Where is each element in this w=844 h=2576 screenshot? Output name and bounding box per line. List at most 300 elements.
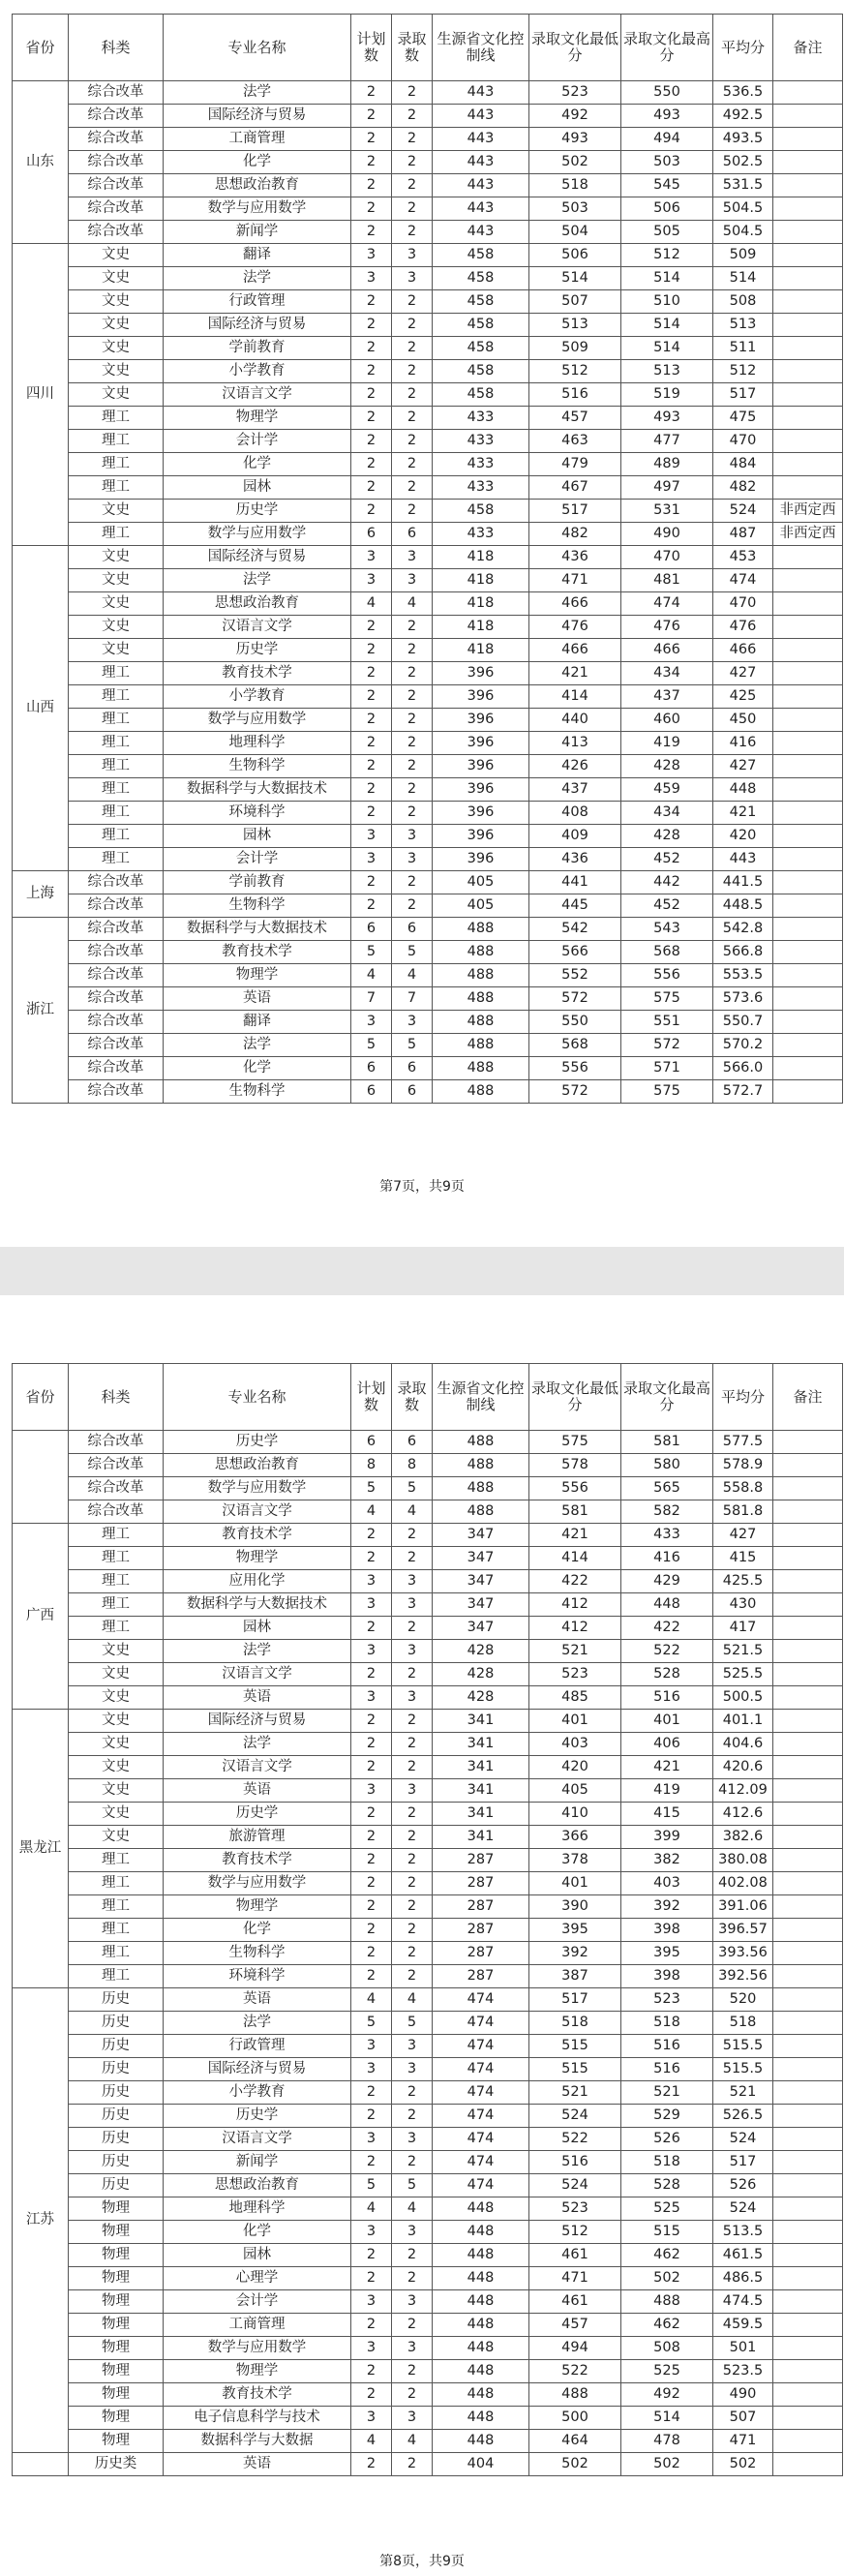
cell-major: 工商管理 [164,128,351,151]
cell-max-score: 434 [621,662,713,685]
cell-major: 教育技术学 [164,662,351,685]
cell-category: 综合改革 [69,894,164,918]
cell-plan: 2 [351,453,392,476]
cell-major: 汉语言文学 [164,1756,351,1779]
table-row [13,267,843,290]
cell-max-score: 582 [621,1500,713,1524]
cell-average: 466 [713,639,773,662]
cell-control-line: 341 [433,1826,529,1849]
cell-plan: 2 [351,755,392,778]
table-row [13,1547,843,1570]
cell-category: 文史 [69,314,164,337]
cell-min-score: 522 [529,2128,621,2151]
header-major: 专业名称 [164,1364,351,1431]
cell-plan: 2 [351,1524,392,1547]
cell-control-line: 488 [433,1500,529,1524]
cell-control-line: 347 [433,1617,529,1640]
cell-average: 523.5 [713,2360,773,2383]
cell-note [773,2360,843,2383]
table-row [13,1431,843,1454]
cell-admit: 2 [392,2151,433,2174]
table-row [13,1849,843,1872]
cell-admit: 3 [392,546,433,569]
cell-admit: 2 [392,476,433,500]
cell-note [773,2314,843,2337]
table-body [13,1431,843,2476]
cell-major: 法学 [164,267,351,290]
cell-admit: 2 [392,2244,433,2267]
cell-admit: 2 [392,709,433,732]
cell-plan: 2 [351,778,392,802]
cell-average: 558.8 [713,1477,773,1500]
cell-admit: 3 [392,2035,433,2058]
cell-min-score: 513 [529,314,621,337]
cell-max-score: 421 [621,1756,713,1779]
cell-control-line: 341 [433,1710,529,1733]
cell-max-score: 528 [621,1663,713,1686]
cell-category: 文史 [69,1756,164,1779]
table-row [13,894,843,918]
cell-min-score: 464 [529,2430,621,2453]
table-row [13,592,843,616]
cell-major: 数学与应用数学 [164,709,351,732]
cell-max-score: 477 [621,430,713,453]
cell-category: 文史 [69,1826,164,1849]
cell-control-line: 448 [433,2383,529,2407]
cell-major: 数学与应用数学 [164,2337,351,2360]
table-row [13,337,843,360]
table-row [13,1524,843,1547]
cell-control-line: 458 [433,314,529,337]
table-row [13,1919,843,1942]
page-8 [0,1295,844,2576]
cell-plan: 3 [351,1570,392,1593]
cell-max-score: 506 [621,197,713,221]
table-row [13,848,843,871]
cell-major: 物理学 [164,1895,351,1919]
cell-average: 443 [713,848,773,871]
cell-plan: 4 [351,2197,392,2221]
cell-plan: 2 [351,639,392,662]
cell-admit: 2 [392,1942,433,1965]
cell-admit: 4 [392,592,433,616]
cell-max-score: 448 [621,1593,713,1617]
cell-category: 物理 [69,2267,164,2290]
cell-average: 501 [713,2337,773,2360]
cell-control-line: 448 [433,2337,529,2360]
cell-control-line: 448 [433,2314,529,2337]
cell-admit: 3 [392,1779,433,1803]
table-row [13,1988,843,2012]
cell-province: 江苏 [13,1988,69,2453]
cell-category: 物理 [69,2197,164,2221]
cell-min-score: 440 [529,709,621,732]
cell-min-score: 542 [529,918,621,941]
cell-min-score: 515 [529,2035,621,2058]
cell-min-score: 403 [529,1733,621,1756]
cell-control-line: 474 [433,2128,529,2151]
cell-average: 512 [713,360,773,383]
header-admit: 录取数 [392,1364,433,1431]
cell-max-score: 395 [621,1942,713,1965]
cell-average: 450 [713,709,773,732]
cell-category: 综合改革 [69,918,164,941]
cell-note [773,685,843,709]
cell-control-line: 287 [433,1872,529,1895]
cell-note [773,244,843,267]
cell-min-score: 410 [529,1803,621,1826]
cell-average: 401.1 [713,1710,773,1733]
cell-min-score: 421 [529,662,621,685]
cell-max-score: 508 [621,2337,713,2360]
cell-note [773,871,843,894]
cell-note [773,2453,843,2476]
cell-admit: 3 [392,1011,433,1034]
cell-admit: 7 [392,987,433,1011]
cell-plan: 2 [351,709,392,732]
cell-note [773,1988,843,2012]
cell-min-score: 568 [529,1034,621,1057]
table-row [13,1965,843,1988]
cell-admit: 3 [392,244,433,267]
cell-max-score: 488 [621,2290,713,2314]
cell-control-line: 405 [433,871,529,894]
cell-min-score: 421 [529,1524,621,1547]
cell-category: 文史 [69,1640,164,1663]
cell-category: 理工 [69,1895,164,1919]
cell-category: 理工 [69,476,164,500]
cell-admit: 2 [392,1663,433,1686]
cell-admit: 2 [392,778,433,802]
cell-average: 470 [713,430,773,453]
cell-note [773,2128,843,2151]
cell-min-score: 390 [529,1895,621,1919]
cell-max-score: 474 [621,592,713,616]
cell-min-score: 512 [529,2221,621,2244]
cell-min-score: 479 [529,453,621,476]
cell-control-line: 488 [433,987,529,1011]
cell-control-line: 347 [433,1547,529,1570]
cell-major: 化学 [164,151,351,174]
cell-note [773,848,843,871]
cell-control-line: 458 [433,290,529,314]
cell-plan: 2 [351,2151,392,2174]
cell-note [773,1803,843,1826]
cell-control-line: 474 [433,1988,529,2012]
cell-plan: 2 [351,2267,392,2290]
cell-max-score: 514 [621,267,713,290]
cell-control-line: 474 [433,2012,529,2035]
cell-admit: 2 [392,616,433,639]
table-row [13,523,843,546]
cell-min-score: 461 [529,2290,621,2314]
cell-major: 国际经济与贸易 [164,546,351,569]
cell-control-line: 448 [433,2430,529,2453]
cell-note [773,1524,843,1547]
cell-plan: 3 [351,1686,392,1710]
cell-average: 514 [713,267,773,290]
cell-control-line: 443 [433,105,529,128]
table-row [13,755,843,778]
cell-admit: 2 [392,1849,433,1872]
cell-major: 小学教育 [164,2081,351,2105]
cell-average: 570.2 [713,1034,773,1057]
cell-note [773,314,843,337]
cell-major: 数据科学与大数据技术 [164,918,351,941]
cell-note [773,1849,843,1872]
cell-min-score: 457 [529,407,621,430]
cell-note [773,337,843,360]
cell-control-line: 347 [433,1524,529,1547]
cell-max-score: 556 [621,964,713,987]
cell-admit: 2 [392,894,433,918]
cell-category: 文史 [69,1663,164,1686]
cell-admit: 8 [392,1454,433,1477]
table-row [13,546,843,569]
table-row [13,1500,843,1524]
cell-control-line: 418 [433,616,529,639]
cell-plan: 6 [351,1080,392,1104]
cell-major: 数据科学与大数据 [164,2430,351,2453]
cell-plan: 2 [351,1803,392,1826]
cell-category: 文史 [69,616,164,639]
cell-plan: 2 [351,383,392,407]
cell-note [773,2430,843,2453]
cell-category: 理工 [69,1942,164,1965]
cell-average: 415 [713,1547,773,1570]
cell-note [773,1080,843,1104]
cell-control-line: 347 [433,1570,529,1593]
table-body [13,81,843,1104]
cell-major: 汉语言文学 [164,2128,351,2151]
cell-min-score: 366 [529,1826,621,1849]
cell-admit: 2 [392,755,433,778]
cell-plan: 2 [351,1756,392,1779]
cell-note [773,1034,843,1057]
cell-admit: 4 [392,964,433,987]
cell-admit: 2 [392,732,433,755]
cell-major: 国际经济与贸易 [164,314,351,337]
cell-max-score: 492 [621,2383,713,2407]
header-plan: 计划数 [351,15,392,81]
cell-admit: 2 [392,314,433,337]
cell-plan: 3 [351,1640,392,1663]
cell-category: 综合改革 [69,174,164,197]
cell-max-score: 502 [621,2453,713,2476]
cell-category: 文史 [69,500,164,523]
cell-min-score: 467 [529,476,621,500]
cell-max-score: 460 [621,709,713,732]
cell-average: 487 [713,523,773,546]
cell-average: 525.5 [713,1663,773,1686]
cell-admit: 2 [392,430,433,453]
cell-major: 生物科学 [164,1942,351,1965]
cell-major: 国际经济与贸易 [164,1710,351,1733]
cell-plan: 6 [351,523,392,546]
cell-max-score: 521 [621,2081,713,2105]
cell-major: 园林 [164,825,351,848]
cell-category: 物理 [69,2430,164,2453]
cell-category: 物理 [69,2221,164,2244]
cell-average: 502 [713,2453,773,2476]
cell-min-score: 502 [529,151,621,174]
cell-admit: 3 [392,2407,433,2430]
cell-max-score: 481 [621,569,713,592]
cell-note [773,616,843,639]
cell-category: 物理 [69,2383,164,2407]
cell-category: 综合改革 [69,1431,164,1454]
cell-max-score: 519 [621,383,713,407]
cell-note [773,2290,843,2314]
cell-admit: 5 [392,941,433,964]
cell-min-score: 516 [529,2151,621,2174]
cell-control-line: 443 [433,174,529,197]
cell-note [773,1965,843,1988]
cell-admit: 2 [392,2360,433,2383]
cell-category: 理工 [69,1849,164,1872]
cell-major: 小学教育 [164,360,351,383]
cell-note [773,825,843,848]
cell-average: 553.5 [713,964,773,987]
table-row [13,383,843,407]
cell-category: 文史 [69,244,164,267]
cell-category: 历史 [69,2058,164,2081]
cell-min-score: 493 [529,128,621,151]
cell-admit: 2 [392,221,433,244]
cell-plan: 2 [351,1710,392,1733]
table-row [13,2128,843,2151]
cell-province: 黑龙江 [13,1710,69,1988]
cell-category: 文史 [69,592,164,616]
cell-plan: 3 [351,2128,392,2151]
cell-category: 理工 [69,685,164,709]
cell-plan: 2 [351,662,392,685]
cell-max-score: 525 [621,2197,713,2221]
cell-average: 520 [713,1988,773,2012]
cell-plan: 3 [351,825,392,848]
cell-control-line: 396 [433,848,529,871]
cell-min-score: 572 [529,987,621,1011]
cell-category: 历史 [69,2105,164,2128]
cell-min-score: 466 [529,592,621,616]
cell-max-score: 490 [621,523,713,546]
cell-note [773,1872,843,1895]
cell-major: 行政管理 [164,2035,351,2058]
cell-average: 572.7 [713,1080,773,1104]
cell-control-line: 428 [433,1663,529,1686]
cell-major: 地理科学 [164,732,351,755]
cell-province: 浙江 [13,918,69,1104]
cell-min-score: 524 [529,2105,621,2128]
cell-average: 518 [713,2012,773,2035]
cell-control-line: 488 [433,1477,529,1500]
cell-max-score: 526 [621,2128,713,2151]
cell-average: 513 [713,314,773,337]
cell-admit: 3 [392,1686,433,1710]
cell-category: 理工 [69,407,164,430]
cell-category: 综合改革 [69,221,164,244]
cell-max-score: 516 [621,1686,713,1710]
cell-admit: 2 [392,1547,433,1570]
cell-major: 教育技术学 [164,1524,351,1547]
cell-major: 数据科学与大数据技术 [164,1593,351,1617]
table-row [13,2035,843,2058]
cell-plan: 2 [351,151,392,174]
cell-max-score: 512 [621,244,713,267]
cell-admit: 2 [392,2383,433,2407]
cell-admit: 5 [392,1034,433,1057]
cell-note [773,1500,843,1524]
cell-major: 法学 [164,1640,351,1663]
cell-average: 396.57 [713,1919,773,1942]
cell-min-score: 492 [529,105,621,128]
cell-major: 生物科学 [164,894,351,918]
header-control-line: 生源省文化控制线 [433,15,529,81]
table-row [13,1454,843,1477]
cell-major: 学前教育 [164,337,351,360]
cell-category: 文史 [69,360,164,383]
cell-plan: 2 [351,1942,392,1965]
cell-control-line: 418 [433,569,529,592]
cell-max-score: 516 [621,2035,713,2058]
table-row [13,2383,843,2407]
cell-major: 英语 [164,1686,351,1710]
cell-min-score: 405 [529,1779,621,1803]
cell-note [773,1547,843,1570]
cell-min-score: 556 [529,1057,621,1080]
cell-plan: 6 [351,1057,392,1080]
cell-category: 综合改革 [69,1454,164,1477]
cell-average: 417 [713,1617,773,1640]
table-row [13,1477,843,1500]
cell-major: 历史学 [164,639,351,662]
header-average: 平均分 [713,1364,773,1431]
cell-average: 509 [713,244,773,267]
cell-min-score: 509 [529,337,621,360]
table-row [13,1895,843,1919]
cell-control-line: 448 [433,2197,529,2221]
cell-control-line: 396 [433,802,529,825]
cell-admit: 6 [392,1057,433,1080]
cell-major: 思想政治教育 [164,174,351,197]
table-row [13,1663,843,1686]
cell-major: 汉语言文学 [164,616,351,639]
table-row [13,2453,843,2476]
cell-plan: 2 [351,81,392,105]
cell-admit: 4 [392,2430,433,2453]
cell-category: 历史 [69,2081,164,2105]
cell-min-score: 422 [529,1570,621,1593]
cell-min-score: 516 [529,383,621,407]
cell-control-line: 488 [433,1011,529,1034]
cell-control-line: 418 [433,592,529,616]
cell-control-line: 396 [433,825,529,848]
cell-plan: 4 [351,592,392,616]
cell-admit: 3 [392,848,433,871]
table-row [13,244,843,267]
cell-admit: 3 [392,2058,433,2081]
cell-plan: 2 [351,174,392,197]
cell-note [773,1826,843,1849]
cell-average: 402.08 [713,1872,773,1895]
cell-max-score: 523 [621,1988,713,2012]
page-7 [0,0,844,1247]
cell-major: 思想政治教育 [164,592,351,616]
cell-min-score: 523 [529,81,621,105]
cell-min-score: 575 [529,1431,621,1454]
cell-control-line: 474 [433,2058,529,2081]
cell-average: 578.9 [713,1454,773,1477]
